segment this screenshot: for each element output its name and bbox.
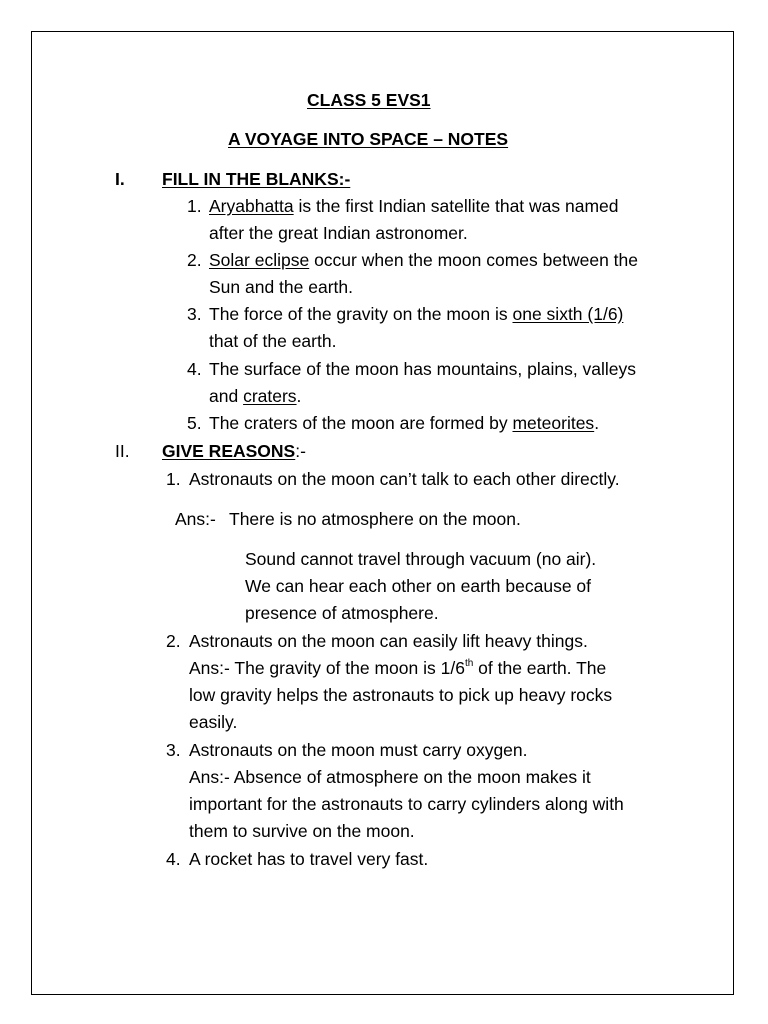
reason-1-ans-label: Ans:- [175, 509, 216, 529]
fill-item-4-line1: The surface of the moon has mountains, plains, valleys [209, 359, 637, 379]
reason-2-ans-text: Ans:- The gravity of the moon is 1/6 [189, 658, 465, 678]
reason-1-question: Astronauts on the moon can’t talk to each other directly. [189, 469, 620, 489]
class-heading: CLASS 5 EVS1 [307, 90, 431, 110]
fill-item-2-line1 [209, 252, 638, 270]
reason-1-number: 1. [166, 469, 181, 489]
fill-item-4-period: . [296, 386, 302, 406]
fill-item-2-line2: Sun and the earth. [209, 277, 353, 297]
fill-item-1-answer: Aryabhatta [209, 196, 294, 216]
reason-2-question: Astronauts on the moon can easily lift heavy things. [189, 631, 588, 651]
reason-3-ans-line3: them to survive on the moon. [189, 821, 415, 841]
fill-item-5-line1 [209, 415, 599, 433]
section-2-heading [162, 443, 306, 461]
reason-1-ans-line4: presence of atmosphere. [245, 603, 439, 623]
reason-3-ans-line2: important for the astronauts to carry cylinders along with [189, 794, 624, 814]
fill-item-2-answer: Solar eclipse [209, 250, 310, 270]
fill-item-3-line2: that of the earth. [209, 331, 337, 351]
section-2-heading-suffix: :- [295, 441, 306, 461]
reason-2-number: 2. [166, 631, 181, 651]
page-title: A VOYAGE INTO SPACE – NOTES [228, 129, 509, 149]
reason-2-ans-text-after: of the earth. The [473, 658, 607, 678]
fill-item-4-number: 4. [187, 359, 202, 379]
fill-item-4-answer: craters [243, 386, 297, 406]
reason-2-ans-line1 [189, 660, 606, 678]
reason-2-ans-line3: easily. [189, 712, 238, 732]
fill-item-1-line1 [209, 198, 619, 216]
reason-3-question: Astronauts on the moon must carry oxygen. [189, 740, 528, 760]
fill-item-3-text: The force of the gravity on the moon is [209, 304, 513, 324]
fill-item-5-period: . [594, 413, 600, 433]
reason-1-ans-line3: We can hear each other on earth because of [245, 576, 592, 596]
fill-item-4-line2 [209, 388, 301, 406]
reason-2-ans-superscript: th [464, 658, 474, 669]
section-1-heading: FILL IN THE BLANKS:- [162, 169, 351, 189]
reason-4-question: A rocket has to travel very fast. [189, 849, 429, 869]
fill-item-4-text: and [209, 386, 244, 406]
fill-item-2-number: 2. [187, 250, 202, 270]
fill-item-5-text: The craters of the moon are formed by [209, 413, 513, 433]
fill-item-1-number: 1. [187, 196, 202, 216]
fill-item-3-number: 3. [187, 304, 202, 324]
section-2-heading-text: GIVE REASONS [162, 441, 296, 461]
reason-2-ans-line2: low gravity helps the astronauts to pick up heavy rocks [189, 685, 613, 705]
reason-1-ans-line1: There is no atmosphere on the moon. [229, 509, 521, 529]
fill-item-3-line1 [209, 306, 623, 324]
fill-item-2-text: occur when the moon comes between the [309, 250, 639, 270]
fill-item-1-text: is the first Indian satellite that was named [293, 196, 619, 216]
fill-item-5-answer: meteorites [512, 413, 595, 433]
reason-3-ans-line1: Ans:- Absence of atmosphere on the moon makes it [189, 767, 591, 787]
fill-item-5-number: 5. [187, 413, 202, 433]
fill-item-3-answer: one sixth (1/6) [512, 304, 624, 324]
fill-item-1-line2: after the great Indian astronomer. [209, 223, 468, 243]
reason-1-ans-line2: Sound cannot travel through vacuum (no air). [245, 549, 597, 569]
section-2-numeral: II. [115, 441, 130, 461]
section-1-numeral: I. [115, 169, 125, 189]
reason-3-number: 3. [166, 740, 181, 760]
reason-4-number: 4. [166, 849, 181, 869]
